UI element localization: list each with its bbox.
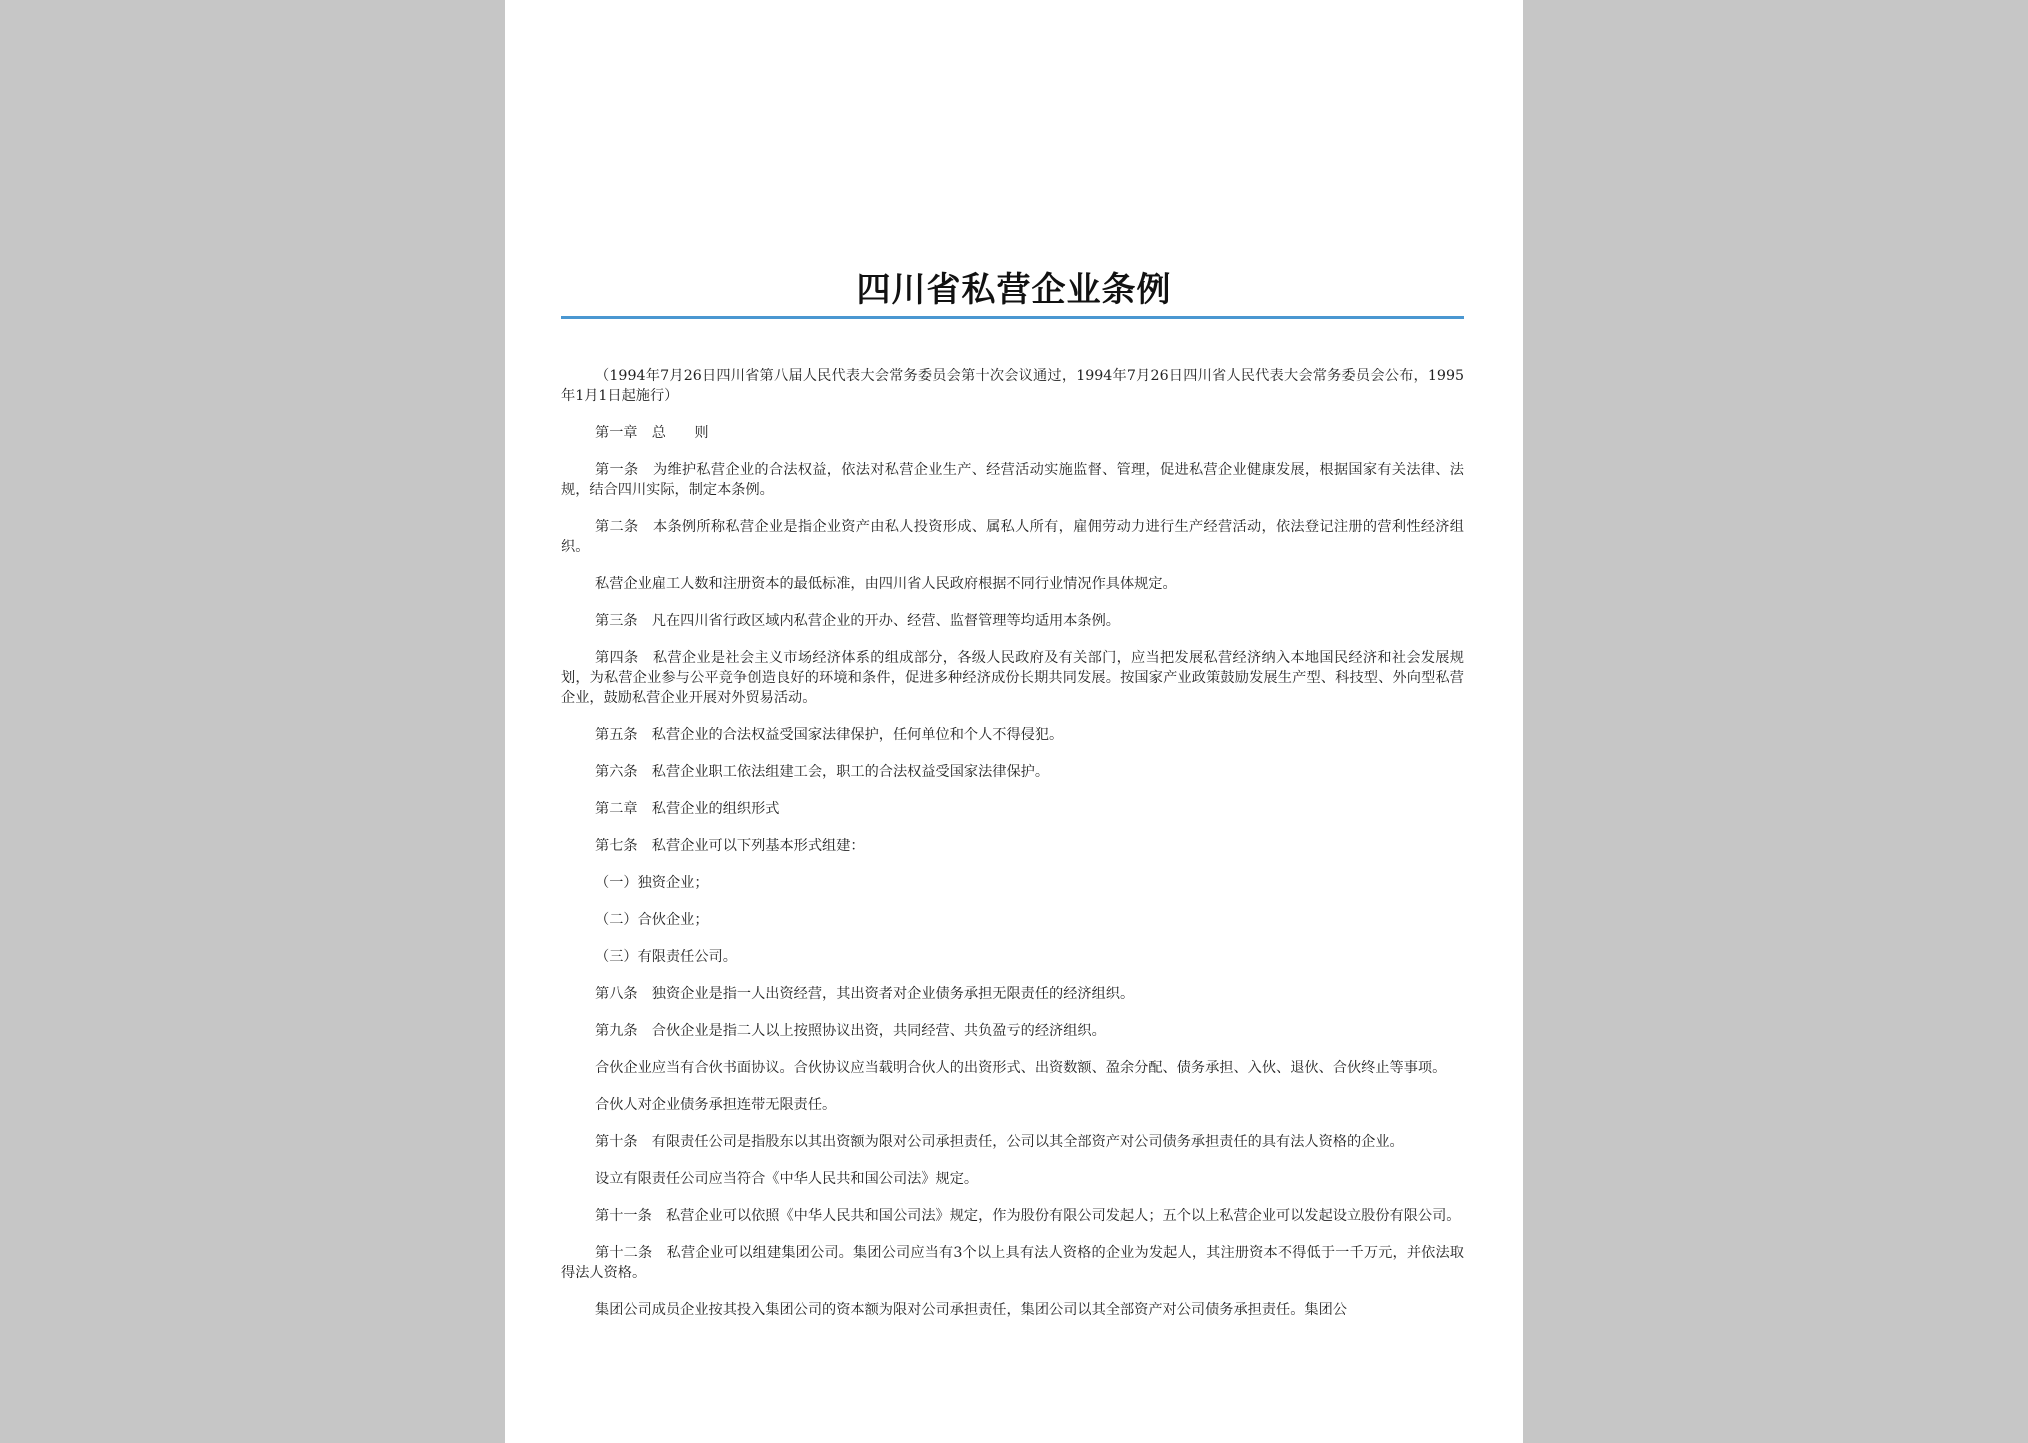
article-paragraph: 第五条 私营企业的合法权益受国家法律保护，任何单位和个人不得侵犯。 [595,727,1064,743]
list-item: （三）有限责任公司。 [595,949,737,965]
preamble: （1994年7月26日四川省第八届人民代表大会常务委员会第十次会议通过，1994年7月26日四川省人民代表大会常务委员会公布，1995年1月1日起施行） [561,368,1464,404]
list-item: （一）独资企业； [595,875,709,891]
document-title: 四川省私营企业条例 [856,270,1172,310]
title-underline [561,316,1464,319]
list-item: （二）合伙企业； [595,912,709,928]
article-paragraph: 第八条 独资企业是指一人出资经营，其出资者对企业债务承担无限责任的经济组织。 [595,986,1135,1002]
article-paragraph: 第九条 合伙企业是指二人以上按照协议出资，共同经营、共负盈亏的经济组织。 [595,1023,1106,1039]
article-paragraph: 第二条 本条例所称私营企业是指企业资产由私人投资形成、属私人所有，雇佣劳动力进行生产经营活动，依法登记注册的营利性经济组织。 [561,519,1464,555]
article-paragraph: 第四条 私营企业是社会主义市场经济体系的组成部分，各级人民政府及有关部门，应当把发展私营经济纳入本地国民经济和社会发展规划，为私营企业参与公平竞争创造良好的环境和条件，促进多种经济成份长期共同发展。按国家产业政策鼓励发展生产型、科技型、外向型私营企业，鼓励私营企业开展对外贸易活动。 [561,650,1464,706]
article-paragraph: 第六条 私营企业职工依法组建工会，职工的合法权益受国家法律保护。 [595,764,1050,780]
chapter-heading: 第二章 私营企业的组织形式 [595,801,780,817]
document-page [505,0,1523,1443]
article-paragraph: 合伙人对企业债务承担连带无限责任。 [595,1097,837,1113]
article-paragraph: 第十一条 私营企业可以依照《中华人民共和国公司法》规定，作为股份有限公司发起人；五个以上私营企业可以发起设立股份有限公司。 [595,1208,1461,1224]
article-paragraph: 集团公司成员企业按其投入集团公司的资本额为限对公司承担责任，集团公司以其全部资产对公司债务承担责任。集团公 [595,1302,1347,1318]
article-paragraph: 合伙企业应当有合伙书面协议。合伙协议应当载明合伙人的出资形式、出资数额、盈余分配、债务承担、入伙、退伙、合伙终止等事项。 [595,1060,1447,1076]
article-paragraph: 第三条 凡在四川省行政区域内私营企业的开办、经营、监督管理等均适用本条例。 [595,613,1120,629]
article-paragraph: 设立有限责任公司应当符合《中华人民共和国公司法》规定。 [595,1171,979,1187]
article-paragraph: 第十条 有限责任公司是指股东以其出资额为限对公司承担责任，公司以其全部资产对公司债务承担责任的具有法人资格的企业。 [595,1134,1404,1150]
article-paragraph: 第七条 私营企业可以下列基本形式组建： [595,838,865,854]
article-paragraph: 私营企业雇工人数和注册资本的最低标准，由四川省人民政府根据不同行业情况作具体规定。 [595,576,1177,592]
document-body [561,366,1464,1320]
article-paragraph: 第十二条 私营企业可以组建集团公司。集团公司应当有3个以上具有法人资格的企业为发起人，其注册资本不得低于一千万元，并依法取得法人资格。 [561,1245,1464,1281]
article-paragraph: 第一条 为维护私营企业的合法权益，依法对私营企业生产、经营活动实施监督、管理，促进私营企业健康发展，根据国家有关法律、法规，结合四川实际，制定本条例。 [561,462,1464,498]
chapter-heading: 第一章 总 则 [595,425,709,441]
